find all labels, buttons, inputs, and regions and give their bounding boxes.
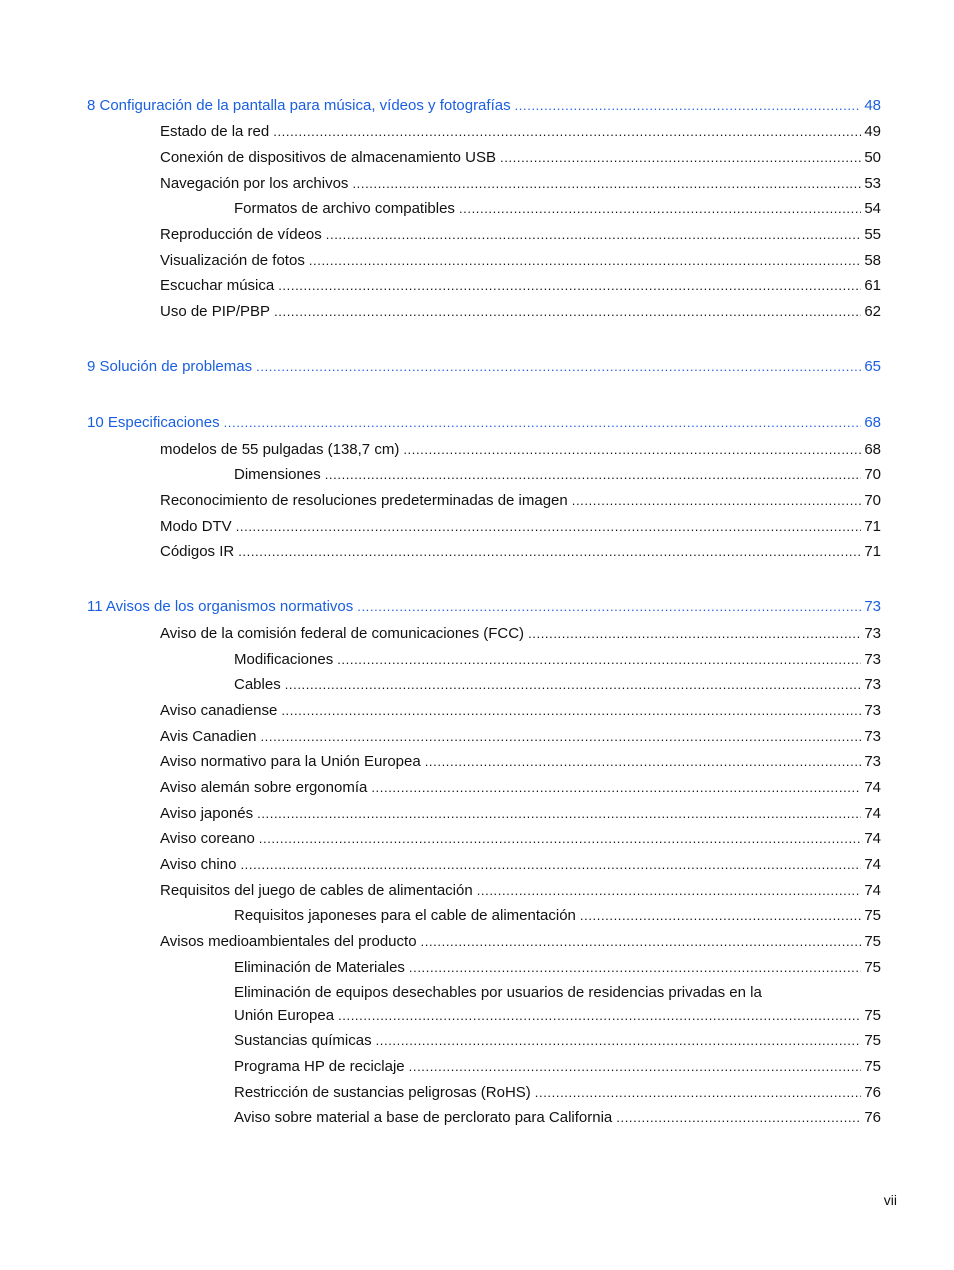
toc-entry-page: 71 — [864, 543, 881, 560]
toc-entry[interactable] — [160, 491, 881, 511]
toc-entry-page: 70 — [864, 492, 881, 509]
toc-entry-title: Navegación por los archivos — [160, 175, 349, 192]
toc-entry-title: modelos de 55 pulgadas (138,7 cm) — [160, 441, 400, 458]
dot-leader — [409, 958, 861, 978]
toc-entry-page: 68 — [864, 414, 881, 431]
dot-leader — [572, 491, 862, 511]
toc-entry[interactable] — [160, 701, 881, 721]
toc-entry[interactable] — [160, 778, 881, 798]
page-number: vii — [883, 1192, 897, 1208]
dot-leader — [352, 174, 861, 194]
toc-entry-title: 8 Configuración de la pantalla para música, vídeos y fotografías — [87, 97, 511, 114]
dot-leader — [278, 276, 861, 296]
toc-entry[interactable] — [234, 650, 881, 670]
toc-entry-title: Avisos medioambientales del producto — [160, 933, 417, 950]
toc-entry-title: Modificaciones — [234, 651, 334, 668]
dot-leader — [459, 199, 861, 219]
toc-entry[interactable] — [234, 465, 881, 485]
toc-entry-page: 75 — [864, 1032, 881, 1049]
toc-entry-title: Reproducción de vídeos — [160, 226, 322, 243]
toc-entry-title: Aviso normativo para la Unión Europea — [160, 753, 421, 770]
toc-entry[interactable] — [160, 225, 881, 245]
toc-entry-page: 58 — [864, 252, 881, 269]
toc-entry-page: 74 — [864, 805, 881, 822]
toc-entry-title: Unión Europea — [234, 1007, 335, 1024]
toc-entry-page: 70 — [864, 466, 881, 483]
toc-entry-page: 75 — [864, 933, 881, 950]
toc-entry-page: 54 — [864, 200, 881, 217]
toc-entry-title: Aviso japonés — [160, 805, 254, 822]
toc-entry-title: Dimensiones — [234, 466, 321, 483]
toc-entry-title: Uso de PIP/PBP — [160, 303, 271, 320]
dot-leader — [528, 624, 861, 644]
toc-entry[interactable] — [160, 276, 881, 296]
toc-entry-title: Aviso sobre material a base de perclorato para California — [234, 1109, 613, 1126]
toc-entry[interactable] — [160, 804, 881, 824]
toc-entry-title: Formatos de archivo compatibles — [234, 200, 455, 217]
toc-entry-page: 75 — [864, 1058, 881, 1075]
toc-entry[interactable] — [234, 958, 881, 978]
dot-leader — [273, 122, 861, 142]
toc-entry-title: Sustancias químicas — [234, 1032, 372, 1049]
toc-entry[interactable] — [160, 752, 881, 772]
toc-entry[interactable] — [160, 624, 881, 644]
toc-entry[interactable] — [160, 932, 881, 952]
toc-entry[interactable] — [234, 675, 881, 695]
toc-entry-page: 76 — [864, 1084, 881, 1101]
toc-entry[interactable] — [160, 829, 881, 849]
toc-entry-page: 49 — [864, 123, 881, 140]
toc-entry-title: 9 Solución de problemas — [87, 358, 253, 375]
toc-entry[interactable] — [234, 906, 881, 926]
dot-leader — [403, 440, 861, 460]
toc-entry-chapter-11[interactable] — [87, 597, 881, 617]
toc-entry-page: 68 — [864, 441, 881, 458]
toc-entry-page: 74 — [864, 779, 881, 796]
toc-entry[interactable] — [160, 542, 881, 562]
toc-entry-page: 74 — [864, 882, 881, 899]
toc-entry-title: Avis Canadien — [160, 728, 257, 745]
toc-entry[interactable] — [234, 1006, 881, 1026]
toc-entry[interactable] — [160, 440, 881, 460]
toc-entry-title-wrap[interactable]: Eliminación de equipos desechables por usuarios de residencias privadas en la — [234, 984, 762, 1001]
toc-entry-title: Cables — [234, 676, 281, 693]
dot-leader — [285, 675, 862, 695]
toc-entry-chapter-8[interactable] — [87, 96, 881, 116]
toc-entry-chapter-10[interactable] — [87, 413, 881, 433]
dot-leader — [325, 465, 862, 485]
toc-entry-page: 61 — [864, 277, 881, 294]
toc-entry-title: Aviso canadiense — [160, 702, 278, 719]
toc-entry-page: 73 — [864, 651, 881, 668]
toc-entry-page: 50 — [864, 149, 881, 166]
dot-leader — [281, 701, 861, 721]
toc-entry-title: Aviso coreano — [160, 830, 255, 847]
toc-entry[interactable] — [160, 302, 881, 322]
dot-leader — [515, 96, 862, 116]
dot-leader — [421, 932, 862, 952]
toc-entry-page: 74 — [864, 830, 881, 847]
toc-entry-title: Modo DTV — [160, 518, 232, 535]
toc-entry-title: Eliminación de Materiales — [234, 959, 405, 976]
toc-entry-page: 73 — [864, 625, 881, 642]
toc-entry-page: 76 — [864, 1109, 881, 1126]
dot-leader — [257, 804, 861, 824]
toc-entry[interactable] — [234, 1031, 881, 1051]
toc-entry-title: Aviso chino — [160, 856, 237, 873]
toc-entry-title: Conexión de dispositivos de almacenamiento USB — [160, 149, 497, 166]
toc-entry-title: Escuchar música — [160, 277, 275, 294]
toc-entry-title: Programa HP de reciclaje — [234, 1058, 405, 1075]
dot-leader — [240, 855, 861, 875]
toc-entry[interactable] — [160, 881, 881, 901]
toc-entry-page: 65 — [864, 358, 881, 375]
dot-leader — [260, 727, 861, 747]
toc-entry-title: 11 Avisos de los organismos normativos — [87, 598, 354, 615]
toc-entry-page: 73 — [864, 753, 881, 770]
toc-entry-page: 62 — [864, 303, 881, 320]
dot-leader — [224, 413, 862, 433]
toc-entry-title: 10 Especificaciones — [87, 414, 220, 431]
toc-entry-title: Requisitos japoneses para el cable de alimentación — [234, 907, 576, 924]
toc-entry-page: 73 — [864, 702, 881, 719]
dot-leader — [425, 752, 862, 772]
toc-entry-page: 73 — [864, 676, 881, 693]
dot-leader — [500, 148, 861, 168]
toc-entry[interactable] — [160, 251, 881, 271]
toc-entry-page: 55 — [864, 226, 881, 243]
toc-entry[interactable] — [160, 727, 881, 747]
dot-leader — [371, 778, 861, 798]
toc-entry-page: 48 — [864, 97, 881, 114]
toc-entry-title: Visualización de fotos — [160, 252, 305, 269]
toc-entry-page: 75 — [864, 907, 881, 924]
dot-leader — [326, 225, 862, 245]
toc-entry[interactable] — [160, 855, 881, 875]
dot-leader — [616, 1108, 861, 1128]
toc-entry[interactable] — [234, 199, 881, 219]
dot-leader — [535, 1083, 862, 1103]
toc-entry[interactable] — [160, 122, 881, 142]
dot-leader — [238, 542, 861, 562]
dot-leader — [338, 1006, 861, 1026]
toc-entry-page: 71 — [864, 518, 881, 535]
toc-entry[interactable] — [234, 1083, 881, 1103]
toc-entry-page: 75 — [864, 1007, 881, 1024]
toc-entry[interactable] — [160, 174, 881, 194]
dot-leader — [357, 597, 861, 617]
toc-entry[interactable] — [160, 517, 881, 537]
toc-entry-title: Códigos IR — [160, 543, 235, 560]
toc-entry-chapter-9[interactable] — [87, 357, 881, 377]
toc-entry-page: 74 — [864, 856, 881, 873]
toc-entry-title: Aviso de la comisión federal de comunicaciones (FCC) — [160, 625, 525, 642]
dot-leader — [477, 881, 862, 901]
dot-leader — [376, 1031, 862, 1051]
toc-entry-page: 75 — [864, 959, 881, 976]
toc-entry[interactable] — [234, 1057, 881, 1077]
toc-entry[interactable] — [160, 148, 881, 168]
toc-entry-page: 73 — [864, 728, 881, 745]
dot-leader — [274, 302, 861, 322]
toc-entry-title: Restricción de sustancias peligrosas (RoHS) — [234, 1084, 531, 1101]
dot-leader — [259, 829, 862, 849]
dot-leader — [236, 517, 862, 537]
toc-entry-title: Reconocimiento de resoluciones predeterminadas de imagen — [160, 492, 568, 509]
toc-entry-title: Estado de la red — [160, 123, 270, 140]
dot-leader — [309, 251, 861, 271]
dot-leader — [256, 357, 861, 377]
toc-entry-title: Requisitos del juego de cables de alimentación — [160, 882, 473, 899]
dot-leader — [580, 906, 861, 926]
dot-leader — [337, 650, 861, 670]
toc-entry[interactable] — [234, 1108, 881, 1128]
toc-entry-page: 73 — [864, 598, 881, 615]
dot-leader — [409, 1057, 862, 1077]
toc-entry-page: 53 — [864, 175, 881, 192]
toc-entry-title: Aviso alemán sobre ergonomía — [160, 779, 368, 796]
